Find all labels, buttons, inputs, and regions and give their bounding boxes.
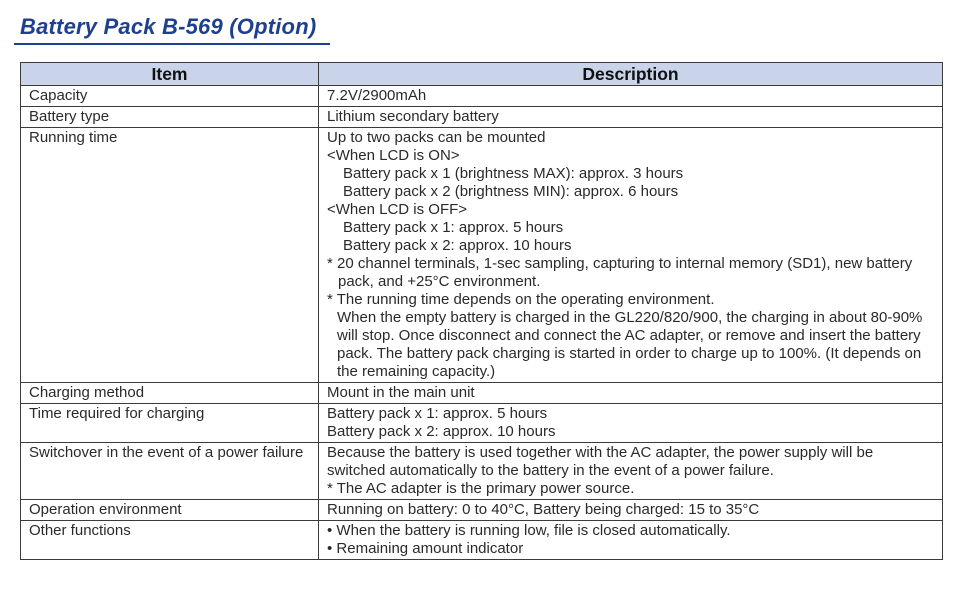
item-cell: Switchover in the event of a power failure	[21, 443, 319, 500]
header-item: Item	[21, 63, 319, 86]
title-underline	[14, 43, 330, 45]
running-time-note-1: * 20 channel terminals, 1-sec sampling, capturing to internal memory (SD1), new battery pack, and +25°C environment.	[327, 255, 913, 290]
header-row	[21, 63, 943, 86]
row-running-time	[21, 128, 943, 383]
running-time-intro: Up to two packs can be mounted	[327, 129, 546, 146]
item-cell: Time required for charging	[21, 404, 319, 443]
row-charging-method	[21, 383, 943, 404]
row-other-functions	[21, 521, 943, 560]
running-time-note-2-body: When the empty battery is charged in the GL220/820/900, the charging in about 80-90% will stop. Once disconnect and connect the AC adapter, or remove and insert the battery pack. The battery pack charging is started in order to charge up to 100%. (It depends on the remaining capacity.)	[337, 309, 923, 380]
item-cell: Operation environment	[21, 500, 319, 521]
row-operation-environment	[21, 500, 943, 521]
charging-time-line-1: Battery pack x 1: approx. 5 hours	[327, 405, 548, 422]
spec-table	[20, 62, 943, 560]
switchover-note: * The AC adapter is the primary power source.	[327, 480, 635, 497]
lcd-off-heading: <When LCD is OFF>	[327, 201, 468, 218]
header-description: Description	[319, 63, 943, 86]
row-charging-time	[21, 404, 943, 443]
description-cell: Running on battery: 0 to 40°C, Battery being charged: 15 to 35°C	[319, 500, 943, 521]
page-title: Battery Pack B-569 (Option)	[20, 14, 317, 39]
item-cell: Battery type	[21, 107, 319, 128]
switchover-text: Because the battery is used together with the AC adapter, the power supply will be switched automatically to the battery in the event of a power failure.	[327, 444, 874, 479]
description-cell: Mount in the main unit	[319, 383, 943, 404]
description-cell	[319, 404, 943, 443]
lcd-on-line-1: Battery pack x 1 (brightness MAX): approx. 3 hours	[343, 165, 684, 182]
item-cell: Other functions	[21, 521, 319, 560]
item-cell: Running time	[21, 128, 319, 383]
item-cell: Capacity	[21, 86, 319, 107]
lcd-off-line-2: Battery pack x 2: approx. 10 hours	[343, 237, 572, 254]
description-cell: 7.2V/2900mAh	[319, 86, 943, 107]
lcd-on-line-2: Battery pack x 2 (brightness MIN): approx. 6 hours	[343, 183, 679, 200]
charging-time-line-2: Battery pack x 2: approx. 10 hours	[327, 423, 556, 440]
running-time-note-2-head: * The running time depends on the operating environment.	[327, 291, 715, 308]
row-battery-type	[21, 107, 943, 128]
item-cell: Charging method	[21, 383, 319, 404]
description-cell	[319, 128, 943, 383]
other-functions-bullet-1: • When the battery is running low, file is closed automatically.	[327, 522, 731, 539]
description-cell: Lithium secondary battery	[319, 107, 943, 128]
lcd-off-line-1: Battery pack x 1: approx. 5 hours	[343, 219, 564, 236]
other-functions-bullet-2: • Remaining amount indicator	[327, 540, 524, 557]
row-switchover	[21, 443, 943, 500]
row-capacity	[21, 86, 943, 107]
description-cell	[319, 443, 943, 500]
description-cell	[319, 521, 943, 560]
lcd-on-heading: <When LCD is ON>	[327, 147, 460, 164]
